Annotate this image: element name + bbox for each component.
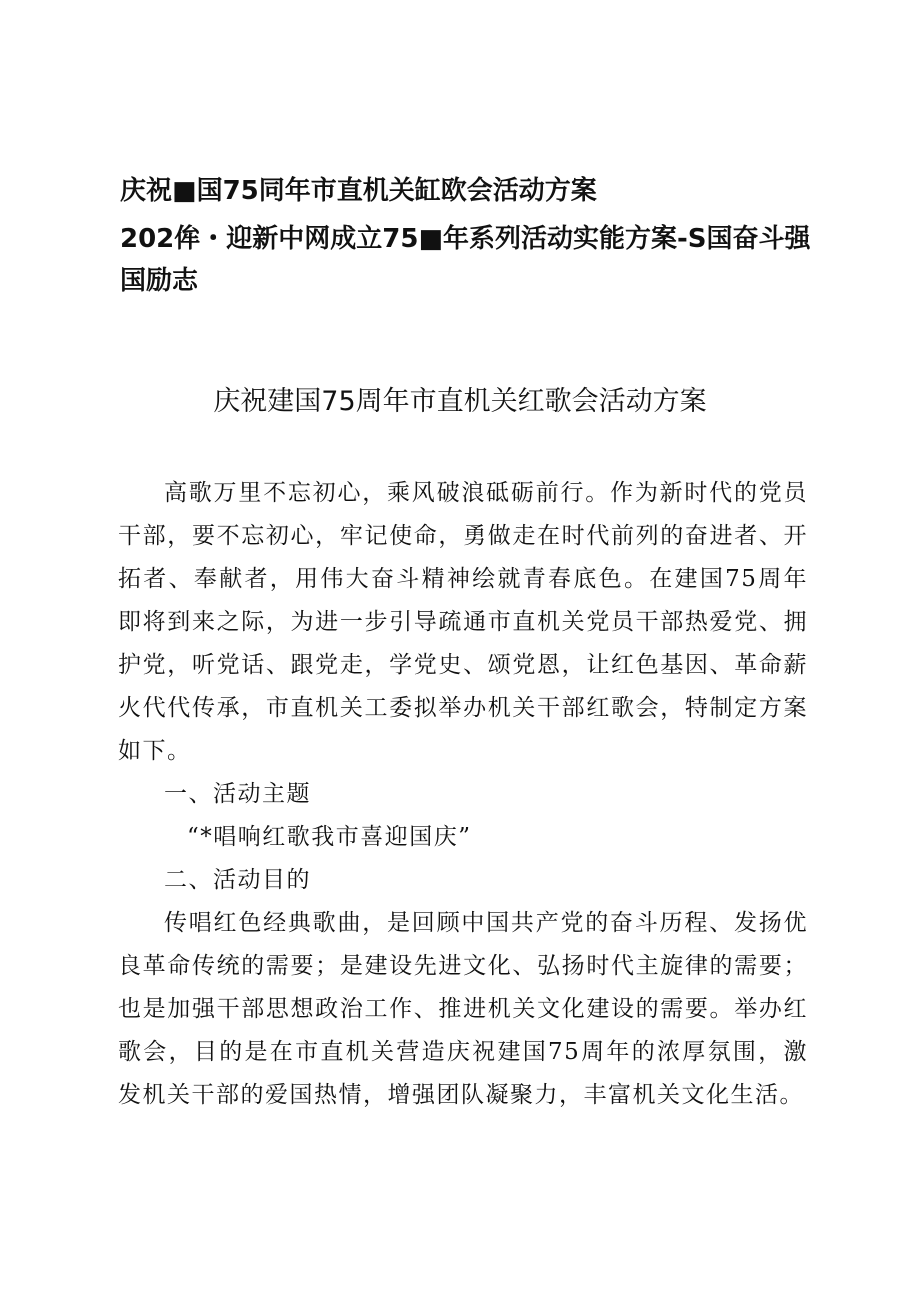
- intro-paragraph: 高歌万里不忘初心，乘风破浪砥砺前行。作为新时代的党员干部，要不忘初心，牢记使命，勇做走在时代前列的奋进者、开拓者、奉献者，用伟大奋斗精神绘就青春底色。在建国75周年即将到来之际，为进一步引导疏通市直机关党员干部热爱党、拥护党，听党话、跟党走，学党史、颂党恩，让红色基因、革命薪火代代传承，市直机关工委拟举办机关干部红歌会，特制定方案如下。: [118, 480, 808, 764]
- toc-item-1: 庆祝■国75同年市直机关缸欧会活动方案: [120, 176, 597, 206]
- purpose-paragraph: 传唱红色经典歌曲，是回顾中国共产党的奋斗历程、发扬优良革命传统的需要；是建设先进文化、弘扬时代主旋律的需要；也是加强干部思想政治工作、推进机关文化建设的需要。举办红歌会，目的是在市直机关营造庆祝建国75周年的浓厚氛围，激发机关干部的爱国热情，增强团队凝聚力，丰富机关文化生活。: [118, 910, 808, 1108]
- section-heading-theme: 一、活动主题: [164, 781, 311, 807]
- document-body: [118, 472, 808, 1117]
- document-title: 庆祝建国75周年市直机关红歌会活动方案: [213, 386, 707, 417]
- toc-block: [120, 170, 820, 308]
- toc-item-2: 202侔・迎新中网成立75■年系列活动实能方案-S国奋斗强国励志: [120, 224, 811, 296]
- section-heading-purpose: 二、活动目的: [164, 867, 311, 893]
- theme-quote: “*唱响红歌我市喜迎国庆”: [187, 824, 472, 850]
